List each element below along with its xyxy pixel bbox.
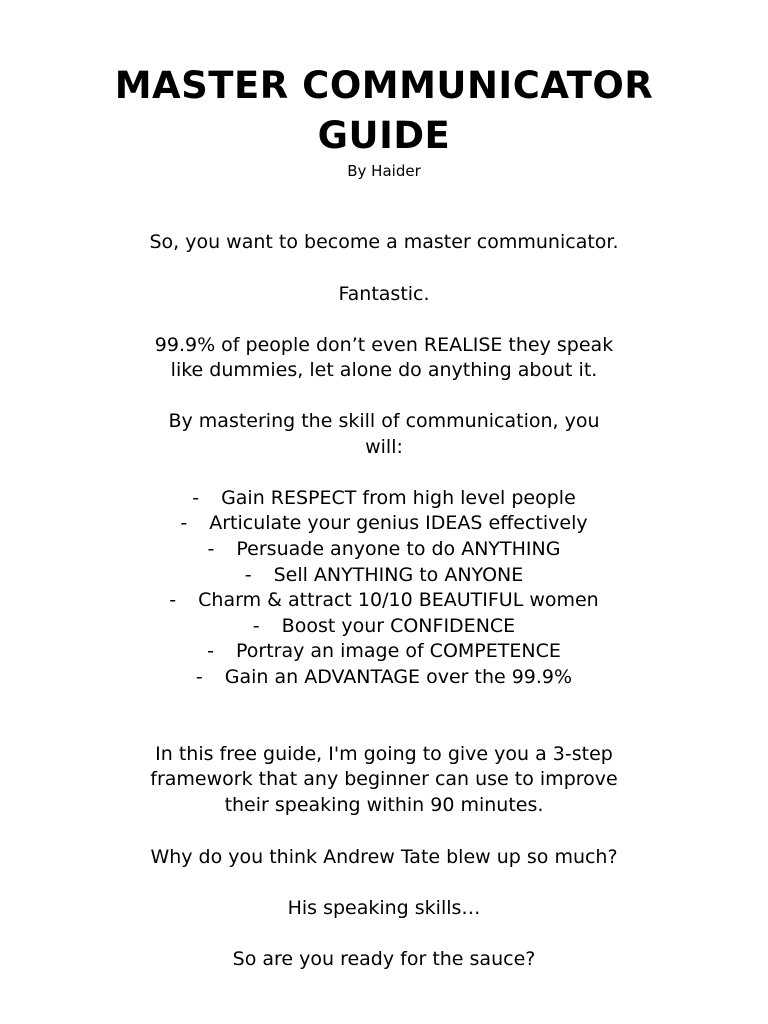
benefit-list-item	[0, 562, 768, 588]
intro-paragraph: So, you want to become a master communicator.	[149, 231, 619, 253]
question-paragraph: Why do you think Andrew Tate blew up so much?	[150, 846, 618, 868]
bullet-dash: -	[180, 512, 188, 534]
benefit-text: Boost your CONFIDENCE	[281, 615, 516, 637]
benefit-list-item	[0, 510, 768, 536]
benefit-text: Portray an image of COMPETENCE	[235, 640, 561, 662]
benefit-text: Persuade anyone to do ANYTHING	[236, 538, 561, 560]
benefit-text: Sell ANYTHING to ANYONE	[273, 564, 524, 586]
benefit-text: Charm & attract 10/10 BEAUTIFUL women	[198, 589, 599, 611]
bullet-dash: -	[244, 564, 252, 586]
benefit-list-item	[0, 664, 768, 690]
mastering-line-2: will:	[365, 436, 403, 458]
title-line-2: GUIDE	[317, 114, 451, 157]
mastering-line-1: By mastering the skill of communication, you	[168, 410, 600, 432]
benefit-list-item	[0, 587, 768, 613]
closing-paragraph: So are you ready for the sauce?	[232, 948, 536, 970]
bullet-dash: -	[207, 538, 215, 560]
guide-line-3: their speaking within 90 minutes.	[224, 794, 544, 816]
stat-line-1: 99.9% of people don’t even REALISE they speak	[154, 334, 614, 356]
answer-paragraph: His speaking skills…	[287, 897, 481, 919]
benefit-list-item	[0, 613, 768, 639]
bullet-dash: -	[207, 640, 214, 662]
bullet-dash: -	[195, 666, 203, 688]
benefit-text: Gain an ADVANTAGE over the 99.9%	[224, 666, 573, 688]
guide-line-2: framework that any beginner can use to improve	[150, 768, 618, 790]
bullet-dash: -	[169, 589, 177, 611]
benefit-text: Gain RESPECT from high level people	[221, 487, 576, 509]
stat-line-2: like dummies, let alone do anything about it.	[170, 359, 598, 381]
guide-line-1: In this free guide, I'm going to give you a 3-step	[155, 743, 613, 765]
benefit-list-item	[0, 536, 768, 562]
author-byline: By Haider	[347, 162, 421, 180]
bullet-dash: -	[192, 487, 200, 509]
benefit-list-item	[0, 638, 768, 664]
bullet-dash: -	[252, 615, 260, 637]
benefit-text: Articulate your genius IDEAS effectively	[209, 512, 588, 534]
title-line-1: MASTER COMMUNICATOR	[114, 64, 654, 107]
benefit-list-item	[0, 485, 768, 511]
fantastic-paragraph: Fantastic.	[338, 283, 430, 305]
